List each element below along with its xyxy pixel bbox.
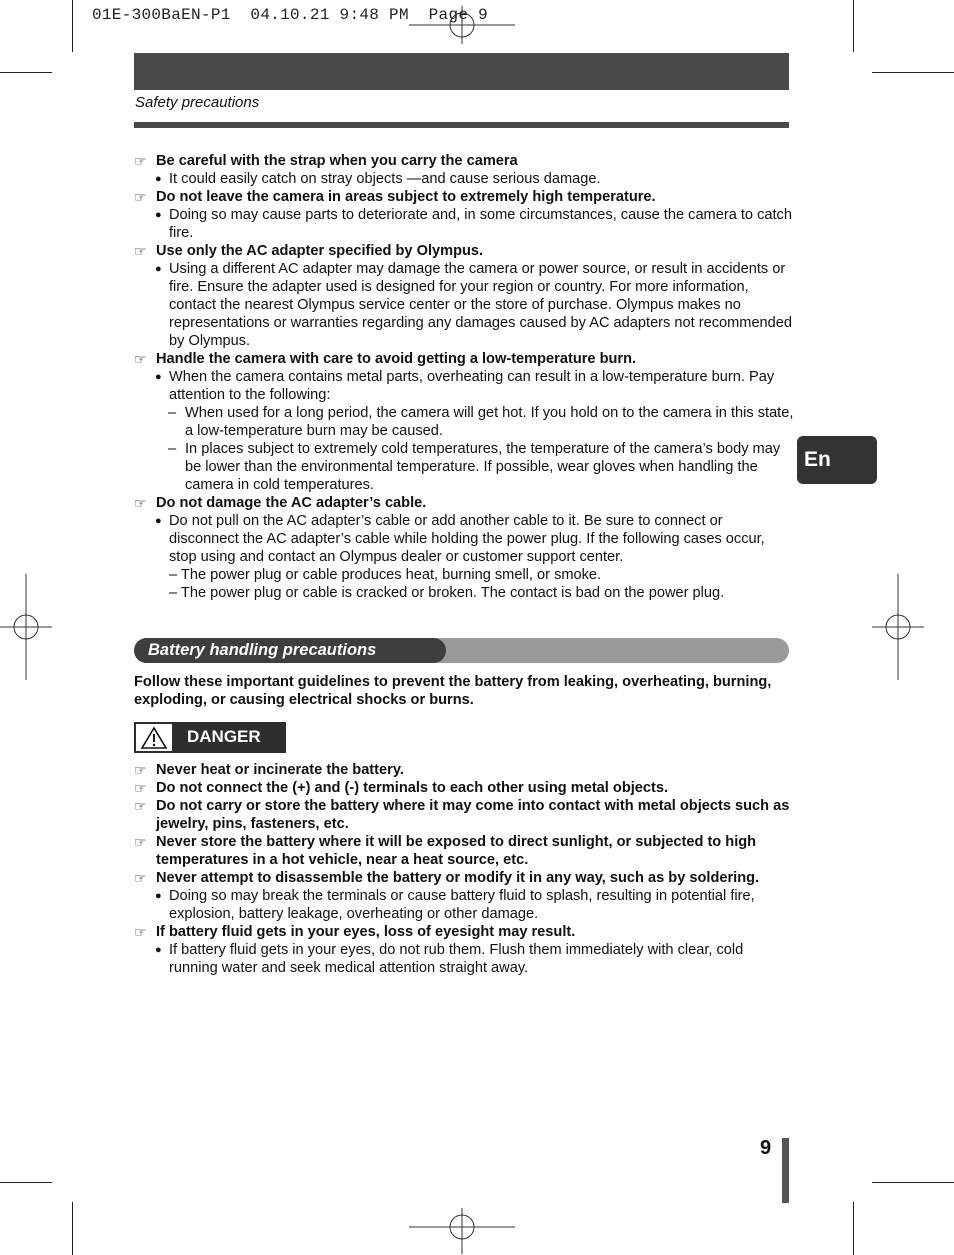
page-number: 9 xyxy=(760,1137,772,1159)
pointing-hand-icon: ☞ xyxy=(134,495,147,511)
precaution-heading: ☞ Handle the camera with care to avoid getting a low-temperature burn. xyxy=(134,351,637,367)
bullet-text: ● When the camera contains metal parts, overheating can result in a low-temperature burn. Pay attention to the following: xyxy=(155,369,775,403)
bullet-text: ● Do not pull on the AC adapter’s cable or add another cable to it. Be sure to connect or disconnect the AC adapter’s cable while holding the power plug. If the following cases occur, stop using and contact an Olympus dealer or customer support center. xyxy=(155,513,765,565)
bullet-icon: ● xyxy=(155,371,162,383)
precaution-heading: ☞ Never heat or incinerate the battery. xyxy=(134,762,404,778)
precaution-item xyxy=(134,350,794,494)
crop-mark xyxy=(0,1182,52,1183)
crop-mark xyxy=(872,1182,954,1183)
language-tab: En xyxy=(797,436,877,484)
crop-mark xyxy=(853,0,854,52)
registration-mark-icon xyxy=(409,1208,515,1254)
precaution-item xyxy=(134,242,794,350)
pointing-hand-icon: ☞ xyxy=(134,189,147,205)
header-bar xyxy=(134,53,789,90)
bullet-text: ● Doing so may break the terminals or cause battery fluid to splash, resulting in potential fire, explosion, battery leakage, overheating or other damage. xyxy=(155,888,755,922)
precaution-heading: ☞ If battery fluid gets in your eyes, loss of eyesight may result. xyxy=(134,924,576,940)
crop-mark xyxy=(72,0,73,52)
bullet-text: ● Using a different AC adapter may damage the camera or power source, or result in accidents or fire. Ensure the adapter used is designed for your region or country. For more information, contact the nearest Olympus service center or the store of purchase. Olympus makes no representations or warranties regarding any damages caused by AC adapters not recommended by Olympus. xyxy=(155,261,793,349)
precaution-heading: ☞ Never attempt to disassemble the battery or modify it in any way, such as by soldering. xyxy=(134,870,760,886)
registration-mark-icon xyxy=(0,574,52,680)
sub-item: – The power plug or cable is cracked or broken. The contact is bad on the power plug. xyxy=(169,585,725,601)
crop-mark xyxy=(72,1202,73,1255)
precaution-heading: ☞ Be careful with the strap when you carry the camera xyxy=(134,153,518,169)
precaution-item xyxy=(134,494,794,602)
precaution-heading: ☞ Do not leave the camera in areas subject to extremely high temperature. xyxy=(134,189,656,205)
bullet-text: ● It could easily catch on stray objects —and cause serious damage. xyxy=(155,171,601,187)
pointing-hand-icon: ☞ xyxy=(134,762,147,778)
bullet-icon: ● xyxy=(155,515,162,527)
bullet-icon: ● xyxy=(155,944,162,956)
pointing-hand-icon: ☞ xyxy=(134,870,147,886)
section-banner xyxy=(134,638,789,663)
crop-mark xyxy=(853,1202,854,1255)
precaution-item xyxy=(134,188,794,242)
sub-item: – When used for a long period, the camera will get hot. If you hold on to the camera in this state, a low-temperature burn may be caused. xyxy=(168,405,794,439)
danger-label: DANGER xyxy=(134,722,286,753)
bullet-text: ● Doing so may cause parts to deteriorate and, in some circumstances, cause the camera to catch fire. xyxy=(155,207,792,241)
registration-mark-icon xyxy=(872,574,924,680)
section-label: Safety precautions xyxy=(135,94,260,111)
header-rule xyxy=(134,122,789,128)
pointing-hand-icon: ☞ xyxy=(134,924,147,940)
section-title: Battery handling precautions xyxy=(148,641,377,659)
page-number-bar xyxy=(782,1138,789,1203)
pointing-hand-icon: ☞ xyxy=(134,780,147,796)
bullet-icon: ● xyxy=(155,209,162,221)
print-header: 01E-300BaEN-P1 04.10.21 9:48 PM Page 9 xyxy=(92,6,489,24)
precaution-heading: ☞ Do not connect the (+) and (-) terminals to each other using metal objects. xyxy=(134,780,669,796)
precaution-heading: ☞ Do not carry or store the battery where it may come into contact with metal objects such as jewelry, pins, fasteners, etc. xyxy=(134,798,790,832)
pointing-hand-icon: ☞ xyxy=(134,153,147,169)
battery-precautions-list xyxy=(134,761,794,977)
pointing-hand-icon: ☞ xyxy=(134,834,147,850)
warning-triangle-icon xyxy=(136,724,172,751)
crop-mark xyxy=(0,72,52,73)
bullet-icon: ● xyxy=(155,173,162,185)
pointing-hand-icon: ☞ xyxy=(134,243,147,259)
precaution-heading: ☞ Never store the battery where it will be exposed to direct sunlight, or subjected to high temperatures in a hot vehicle, near a heat source, etc. xyxy=(134,834,757,868)
sub-item: – In places subject to extremely cold temperatures, the temperature of the camera’s body may be lower than the environmental temperature. If possible, wear gloves when handling the camera in cold temperatures. xyxy=(168,441,781,493)
bullet-icon: ● xyxy=(155,263,162,275)
intro-text: Follow these important guidelines to prevent the battery from leaking, overheating, burning, exploding, or causing electrical shocks or burns. xyxy=(134,674,772,708)
precaution-heading: ☞ Do not damage the AC adapter’s cable. xyxy=(134,495,427,511)
pointing-hand-icon: ☞ xyxy=(134,798,147,814)
sub-item: – The power plug or cable produces heat, burning smell, or smoke. xyxy=(169,567,602,583)
pointing-hand-icon: ☞ xyxy=(134,351,147,367)
precautions-list xyxy=(134,152,794,602)
bullet-text: ● If battery fluid gets in your eyes, do not rub them. Flush them immediately with clear, cold running water and seek medical attention straight away. xyxy=(155,942,744,976)
crop-mark xyxy=(872,72,954,73)
precaution-item xyxy=(134,152,794,188)
bullet-icon: ● xyxy=(155,890,162,902)
precaution-heading: ☞ Use only the AC adapter specified by Olympus. xyxy=(134,243,484,259)
